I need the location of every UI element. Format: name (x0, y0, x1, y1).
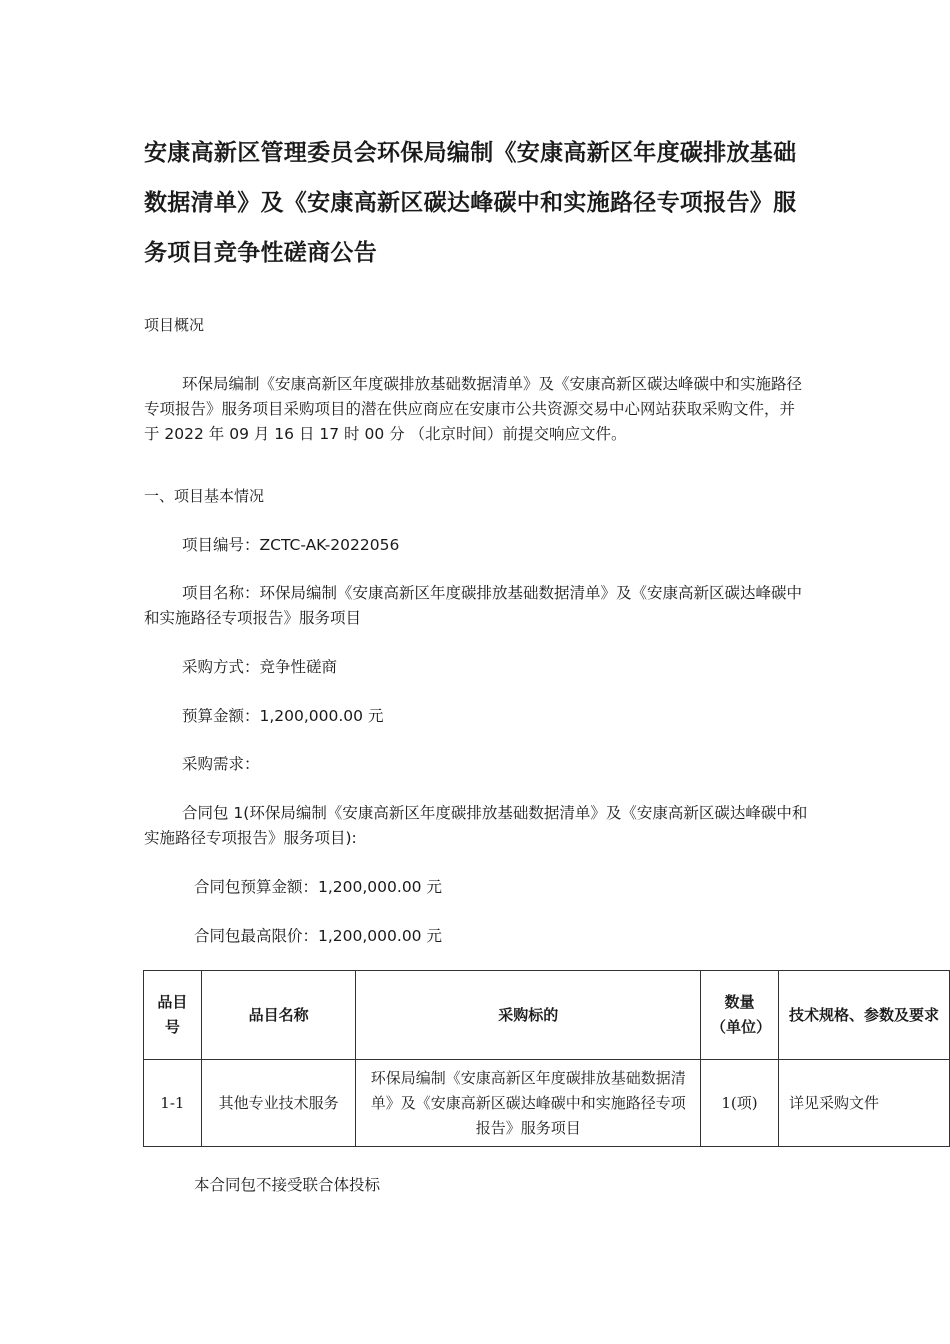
header-item-number: 品目号 (144, 971, 202, 1060)
section-basic-info-heading: 一、项目基本情况 (144, 487, 265, 505)
table-row (144, 1060, 950, 1147)
page-title: 安康高新区管理委员会环保局编制《安康高新区年度碳排放基础数据清单》及《安康高新区碳达峰碳中和实施路径专项报告》服务项目竞争性磋商公告 (144, 140, 797, 266)
project-name: 项目名称：环保局编制《安康高新区年度碳排放基础数据清单》及《安康高新区碳达峰碳中和实施路径专项报告》服务项目 (144, 584, 803, 627)
table-header-row (144, 971, 950, 1060)
cell-quantity: 1(项) (701, 1060, 779, 1147)
consortium-note: 本合同包不接受联合体投标 (194, 1176, 381, 1194)
cell-tech-specs: 详见采购文件 (778, 1060, 949, 1147)
items-table (143, 970, 950, 1147)
requirements-label: 采购需求： (182, 755, 260, 773)
contract-package-description: 合同包 1(环保局编制《安康高新区年度碳排放基础数据清单》及《安康高新区碳达峰碳中和实施路径专项报告》服务项目): (144, 804, 808, 847)
overview-label: 项目概况 (144, 316, 205, 334)
header-item-name: 品目名称 (201, 971, 356, 1060)
cell-procurement-subject: 环保局编制《安康高新区年度碳排放基础数据清单》及《安康高新区碳达峰碳中和实施路径专项报告》服务项目 (356, 1060, 701, 1147)
header-procurement-subject: 采购标的 (356, 971, 701, 1060)
overview-text: 环保局编制《安康高新区年度碳排放基础数据清单》及《安康高新区碳达峰碳中和实施路径专项报告》服务项目采购项目的潜在供应商应在安康市公共资源交易中心网站获取采购文件，并于 2022 年 09 月 16 日 17 时 00 分 （北京时间）前提交响应文件。 (144, 375, 803, 443)
header-quantity: 数量（单位） (701, 971, 779, 1060)
cell-item-name: 其他专业技术服务 (201, 1060, 356, 1147)
project-number: 项目编号：ZCTC-AK-2022056 (182, 536, 400, 554)
package-budget: 合同包预算金额：1,200,000.00 元 (194, 878, 442, 896)
budget-amount: 预算金额：1,200,000.00 元 (182, 707, 384, 725)
cell-item-number: 1-1 (144, 1060, 202, 1147)
header-tech-specs: 技术规格、参数及要求 (778, 971, 949, 1060)
package-max-price: 合同包最高限价：1,200,000.00 元 (194, 927, 442, 945)
procurement-method: 采购方式：竞争性磋商 (182, 658, 338, 676)
